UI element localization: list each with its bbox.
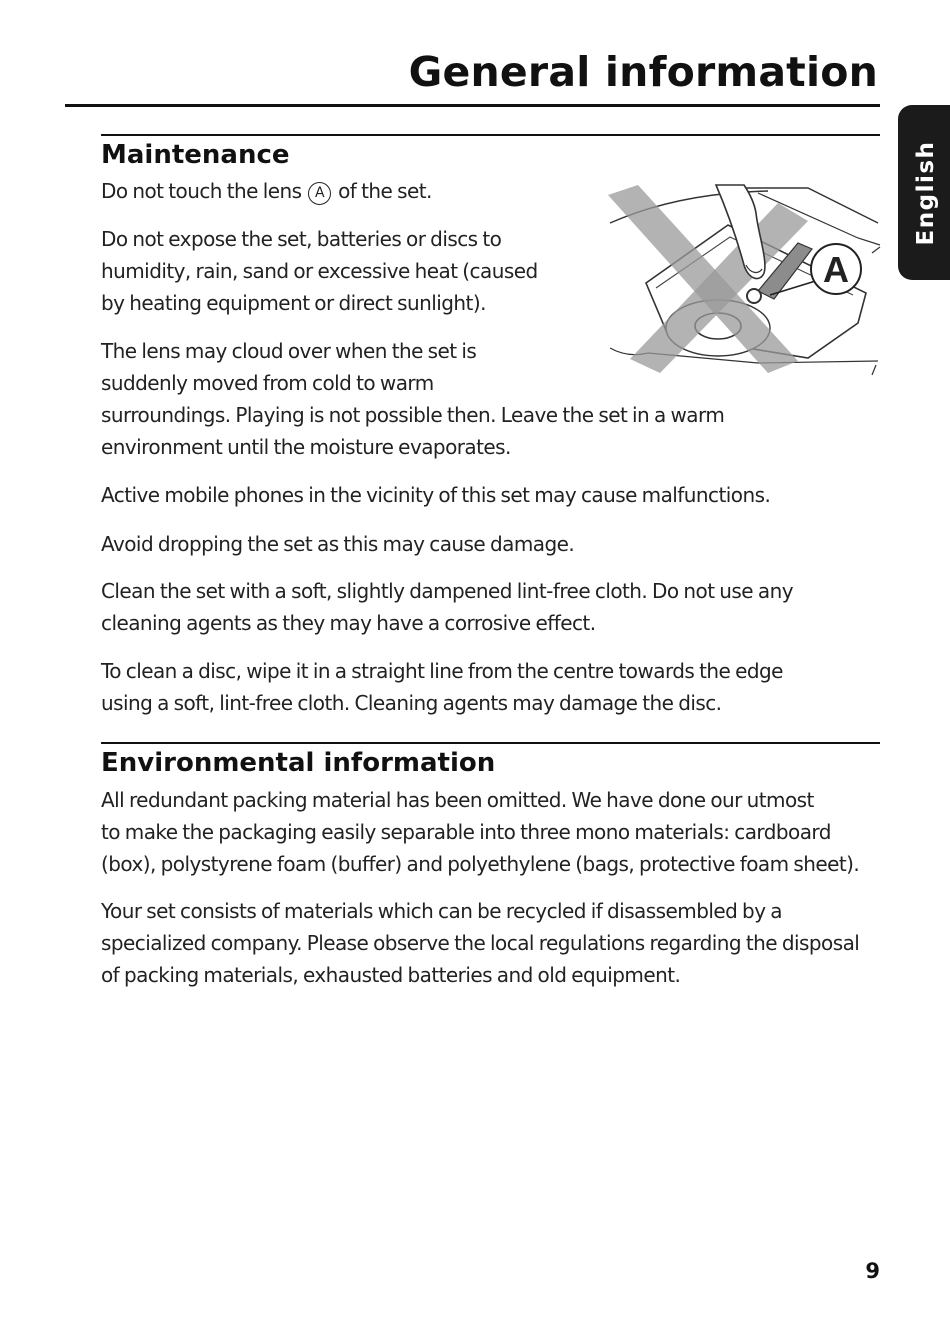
text-line: using a soft, lint-free cloth. Cleaning agents may damage the disc. xyxy=(101,691,722,715)
lens-marker-icon: A xyxy=(308,182,331,205)
text-line: suddenly moved from cold to warm xyxy=(101,371,434,395)
lens-text-before: Do not touch the lens xyxy=(101,179,302,203)
maintenance-paragraph-dropping xyxy=(101,528,574,560)
text-line: Do not expose the set, batteries or discs to xyxy=(101,227,502,251)
text-line: to make the packaging easily separable into three mono materials: cardboard xyxy=(101,820,831,844)
maintenance-heading: Maintenance xyxy=(101,140,290,170)
maintenance-paragraph-lens xyxy=(101,175,432,207)
text-line: cleaning agents as they may have a corrosive effect. xyxy=(101,611,596,635)
maintenance-paragraph-phones xyxy=(101,479,770,511)
maintenance-paragraph-exposure xyxy=(101,223,538,319)
text-line: The lens may cloud over when the set is xyxy=(101,339,477,363)
text-line: of packing materials, exhausted batteries and old equipment. xyxy=(101,963,681,987)
language-tab-label: English xyxy=(913,140,939,245)
text-line: To clean a disc, wipe it in a straight line from the centre towards the edge xyxy=(101,659,783,683)
text-line: humidity, rain, sand or excessive heat (caused xyxy=(101,259,538,283)
text-line: Avoid dropping the set as this may cause damage. xyxy=(101,532,575,556)
do-not-touch-lens-illustration xyxy=(608,183,884,383)
maintenance-paragraph-disc xyxy=(101,655,783,719)
text-line: (box), polystyrene foam (buffer) and polyethylene (bags, protective foam sheet). xyxy=(101,852,860,876)
environmental-heading: Environmental information xyxy=(101,748,496,778)
text-line: Clean the set with a soft, slightly dampened lint-free cloth. Do not use any xyxy=(101,579,793,603)
environmental-rule xyxy=(101,742,880,744)
text-line: Your set consists of materials which can be recycled if disassembled by a xyxy=(101,899,782,923)
page-title: General information xyxy=(408,48,878,96)
text-line: environment until the moisture evaporates. xyxy=(101,435,511,459)
maintenance-rule xyxy=(101,134,880,136)
text-line: by heating equipment or direct sunlight). xyxy=(101,291,486,315)
language-tab xyxy=(898,105,950,280)
lens-text-after: of the set. xyxy=(338,179,432,203)
text-line: Active mobile phones in the vicinity of this set may cause malfunctions. xyxy=(101,483,771,507)
environmental-paragraph-recycling xyxy=(101,895,859,991)
text-line: specialized company. Please observe the local regulations regarding the disposal xyxy=(101,931,860,955)
text-line: All redundant packing material has been omitted. We have done our utmost xyxy=(101,788,814,812)
environmental-paragraph-packaging xyxy=(101,784,859,880)
lens-line xyxy=(101,175,432,207)
illustration-callout-label: A xyxy=(823,249,849,290)
page-number: 9 xyxy=(865,1259,880,1283)
title-rule xyxy=(65,104,880,107)
maintenance-paragraph-cleaning xyxy=(101,575,793,639)
text-line: surroundings. Playing is not possible then. Leave the set in a warm xyxy=(101,403,725,427)
